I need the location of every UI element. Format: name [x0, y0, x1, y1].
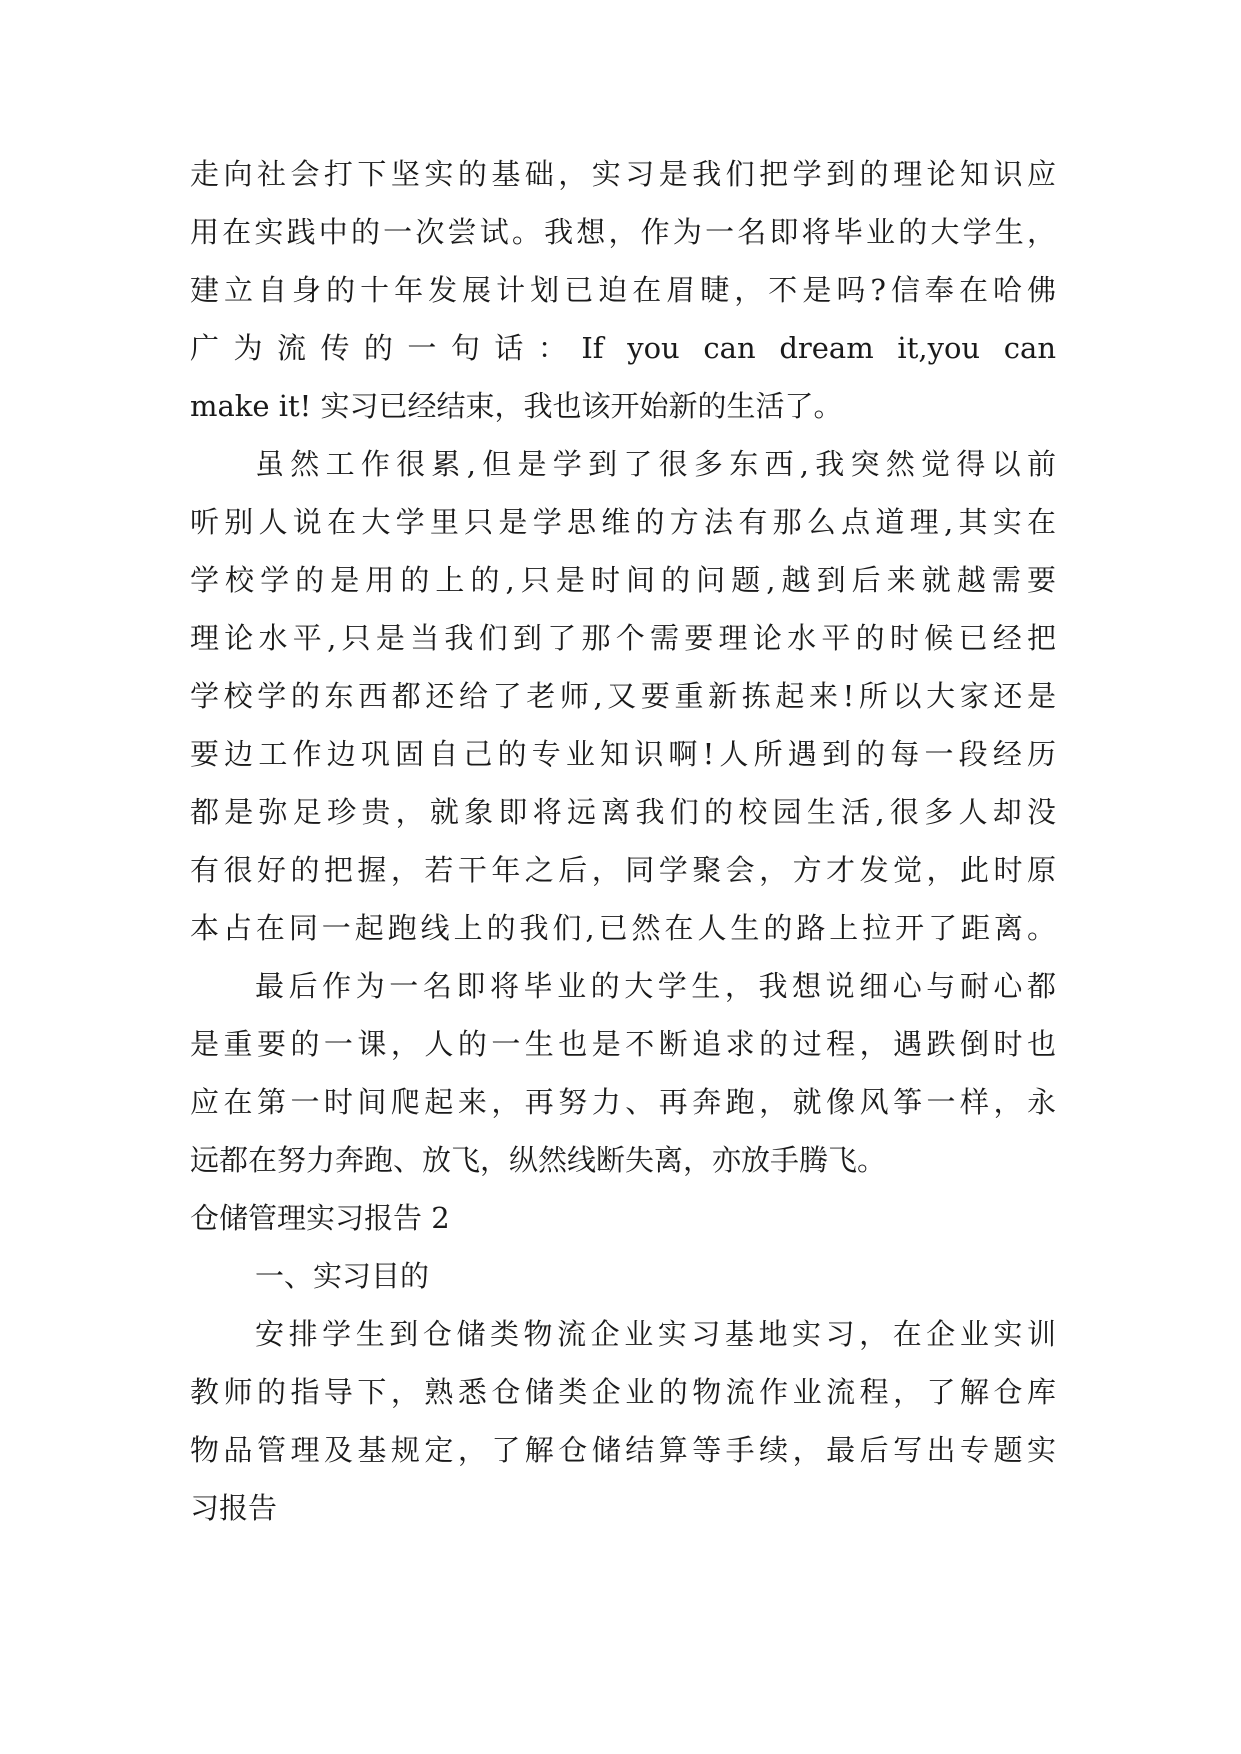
text-line: 本占在同一起跑线上的我们,已然在人生的路上拉开了距离。: [190, 911, 1056, 945]
paragraph-start-line: 虽然工作很累,但是学到了很多东西,我突然觉得以前: [255, 447, 1056, 481]
text-line: 远都在努力奔跑、放飞，纵然线断失离，亦放手腾飞。: [190, 1143, 887, 1177]
text-line: 学校学的是用的上的,只是时间的问题,越到后来就越需要: [190, 563, 1056, 597]
text-line: 要边工作边巩固自己的专业知识啊!人所遇到的每一段经历: [190, 737, 1056, 771]
text-line: 建立自身的十年发展计划已迫在眉睫，不是吗?信奉在哈佛: [190, 273, 1056, 307]
text-line: 理论水平,只是当我们到了那个需要理论水平的时候已经把: [190, 621, 1056, 655]
text-line: 有很好的把握，若干年之后，同学聚会，方才发觉，此时原: [190, 853, 1056, 887]
text-line: 应在第一时间爬起来，再努力、再奔跑，就像风筝一样，永: [190, 1085, 1056, 1119]
text-line: 广为流传的一句话：If you can dream it,you can: [190, 331, 1056, 365]
text-line: 都是弥足珍贵，就象即将远离我们的校园生活,很多人却没: [190, 795, 1056, 829]
document-page: [190, 145, 1056, 1537]
text-line: 听别人说在大学里只是学思维的方法有那么点道理,其实在: [190, 505, 1056, 539]
text-line: 教师的指导下，熟悉仓储类企业的物流作业流程，了解仓库: [190, 1375, 1056, 1409]
text-line: 物品管理及基规定，了解仓储结算等手续，最后写出专题实: [190, 1433, 1056, 1467]
text-line: 学校学的东西都还给了老师,又要重新拣起来!所以大家还是: [190, 679, 1056, 713]
text-line: 走向社会打下坚实的基础，实习是我们把学到的理论知识应: [190, 157, 1056, 191]
paragraph-start-line: 安排学生到仓储类物流企业实习基地实习，在企业实训: [255, 1317, 1056, 1351]
text-line: 习报告: [190, 1491, 278, 1525]
paragraph-start-line: 最后作为一名即将毕业的大学生，我想说细心与耐心都: [255, 969, 1056, 1003]
text-line: make it! 实习已经结束，我也该开始新的生活了。: [190, 389, 843, 423]
text-line: 用在实践中的一次尝试。我想，作为一名即将毕业的大学生，: [190, 215, 1056, 249]
subsection-heading: 一、实习目的: [255, 1259, 430, 1293]
text-line: 是重要的一课，人的一生也是不断追求的过程，遇跌倒时也: [190, 1027, 1056, 1061]
section-heading: 仓储管理实习报告 2: [190, 1201, 450, 1235]
